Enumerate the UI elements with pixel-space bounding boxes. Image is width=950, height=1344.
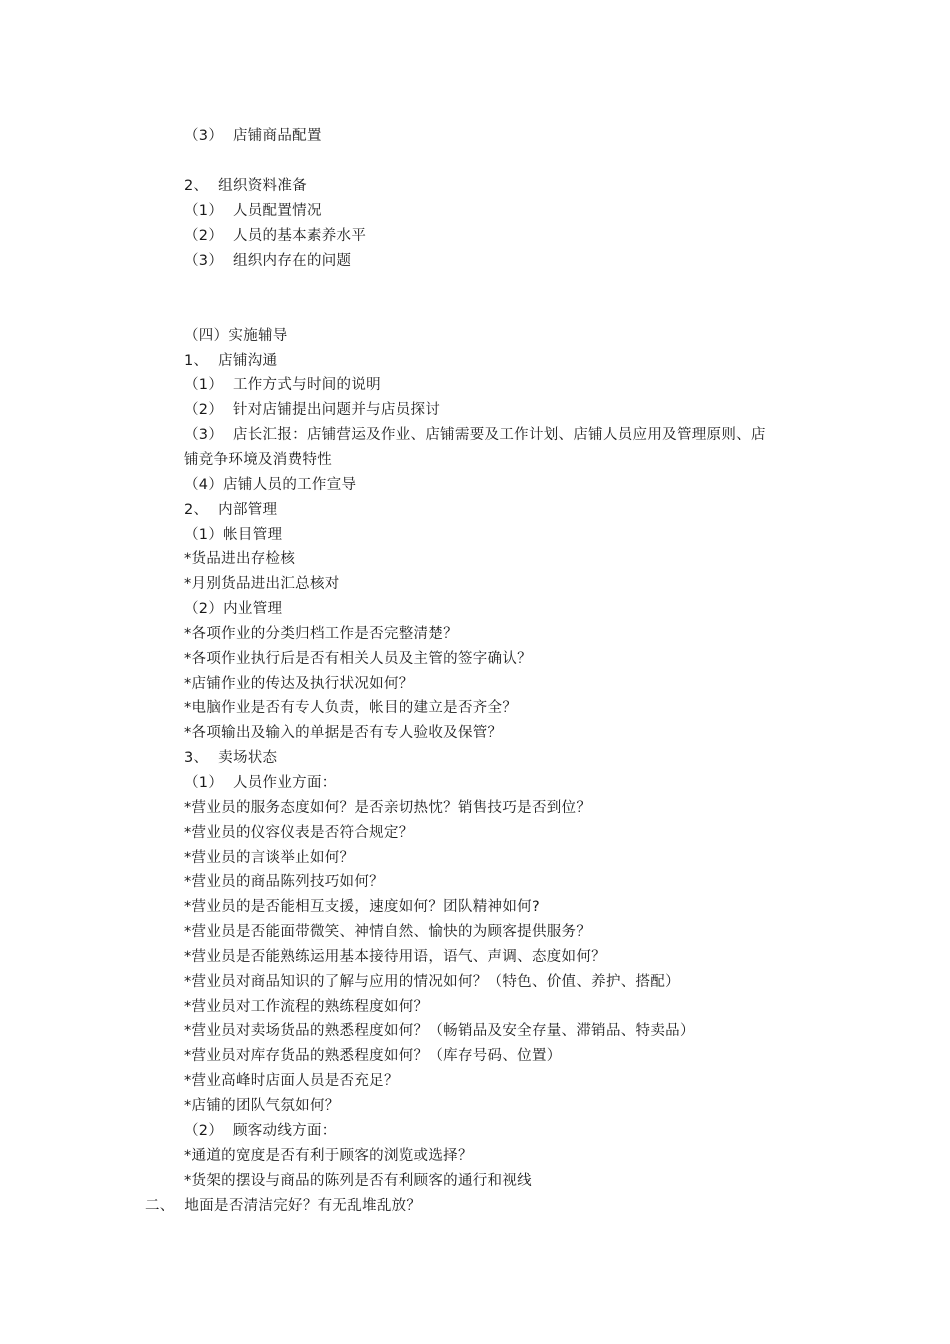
text-line: （2）内业管理 xyxy=(184,601,283,617)
text-line: *营业员是否能面带微笑、神情自然、愉快的为顾客提供服务？ xyxy=(184,924,592,940)
text-line: *营业员对商品知识的了解与应用的情况如何？（特色、价值、养护、搭配） xyxy=(184,974,680,990)
text-line: *各项作业的分类归档工作是否完整清楚？ xyxy=(184,626,458,642)
text-line: *营业员的仪容仪表是否符合规定？ xyxy=(184,825,414,841)
text-line: *店铺的团队气氛如何？ xyxy=(184,1098,340,1114)
text-line: *各项输出及输入的单据是否有专人验收及保管？ xyxy=(184,725,503,741)
section-heading: （四）实施辅导 xyxy=(184,328,288,344)
text-line: *营业员对库存货品的熟悉程度如何？（库存号码、位置） xyxy=(184,1048,562,1064)
text-line: 1、 店铺沟通 xyxy=(184,353,278,369)
text-line: *营业高峰时店面人员是否充足？ xyxy=(184,1073,399,1089)
text-line: 2、 组织资料准备 xyxy=(184,178,307,194)
text-line: *营业员的言谈举止如何？ xyxy=(184,850,355,866)
text-line: *营业员的商品陈列技巧如何？ xyxy=(184,874,384,890)
text-line: （1） 人员配置情况 xyxy=(184,203,322,219)
text-line: *营业员对工作流程的熟练程度如何？ xyxy=(184,999,429,1015)
text-line: 铺竞争环境及消费特性 xyxy=(184,452,332,468)
text-line: （1） 工作方式与时间的说明 xyxy=(184,377,381,393)
text-line: *店铺作业的传达及执行状况如何？ xyxy=(184,676,414,692)
text-line: （3） 组织内存在的问题 xyxy=(184,253,352,269)
text-line: 二、 地面是否清洁完好？有无乱堆乱放？ xyxy=(145,1198,422,1214)
text-line: （2） 针对店铺提出问题并与店员探讨 xyxy=(184,402,441,418)
text-line: （2） 人员的基本素养水平 xyxy=(184,228,367,244)
text-line: （2） 顾客动线方面： xyxy=(184,1123,337,1139)
text-line: *营业员的是否能相互支援，速度如何？团队精神如何? xyxy=(184,899,540,915)
text-line: *营业员对卖场货品的熟悉程度如何？（畅销品及安全存量、滞销品、特卖品） xyxy=(184,1023,695,1039)
text-line: （1）帐目管理 xyxy=(184,527,283,543)
text-line: （3） 店铺商品配置 xyxy=(184,128,322,144)
text-line: （1） 人员作业方面： xyxy=(184,775,337,791)
text-line: *营业员的服务态度如何？是否亲切热忱？销售技巧是否到位？ xyxy=(184,800,592,816)
text-line: 2、 内部管理 xyxy=(184,502,278,518)
text-line: *通道的宽度是否有利于顾客的浏览或选择？ xyxy=(184,1148,473,1164)
text-line: *电脑作业是否有专人负责，帐目的建立是否齐全？ xyxy=(184,700,518,716)
text-line: （4）店铺人员的工作宣导 xyxy=(184,477,357,493)
text-line: *货品进出存检核 xyxy=(184,551,296,567)
text-line: *营业员是否能熟练运用基本接待用语，语气、声调、态度如何？ xyxy=(184,949,606,965)
text-line: *月别货品进出汇总核对 xyxy=(184,576,340,592)
text-line: （3） 店长汇报：店铺营运及作业、店铺需要及工作计划、店铺人员应用及管理原则、店 xyxy=(184,427,766,443)
text-line: 3、 卖场状态 xyxy=(184,750,278,766)
text-line: *各项作业执行后是否有相关人员及主管的签字确认？ xyxy=(184,651,532,667)
text-line: *货架的摆设与商品的陈列是否有利顾客的通行和视线 xyxy=(184,1173,532,1189)
